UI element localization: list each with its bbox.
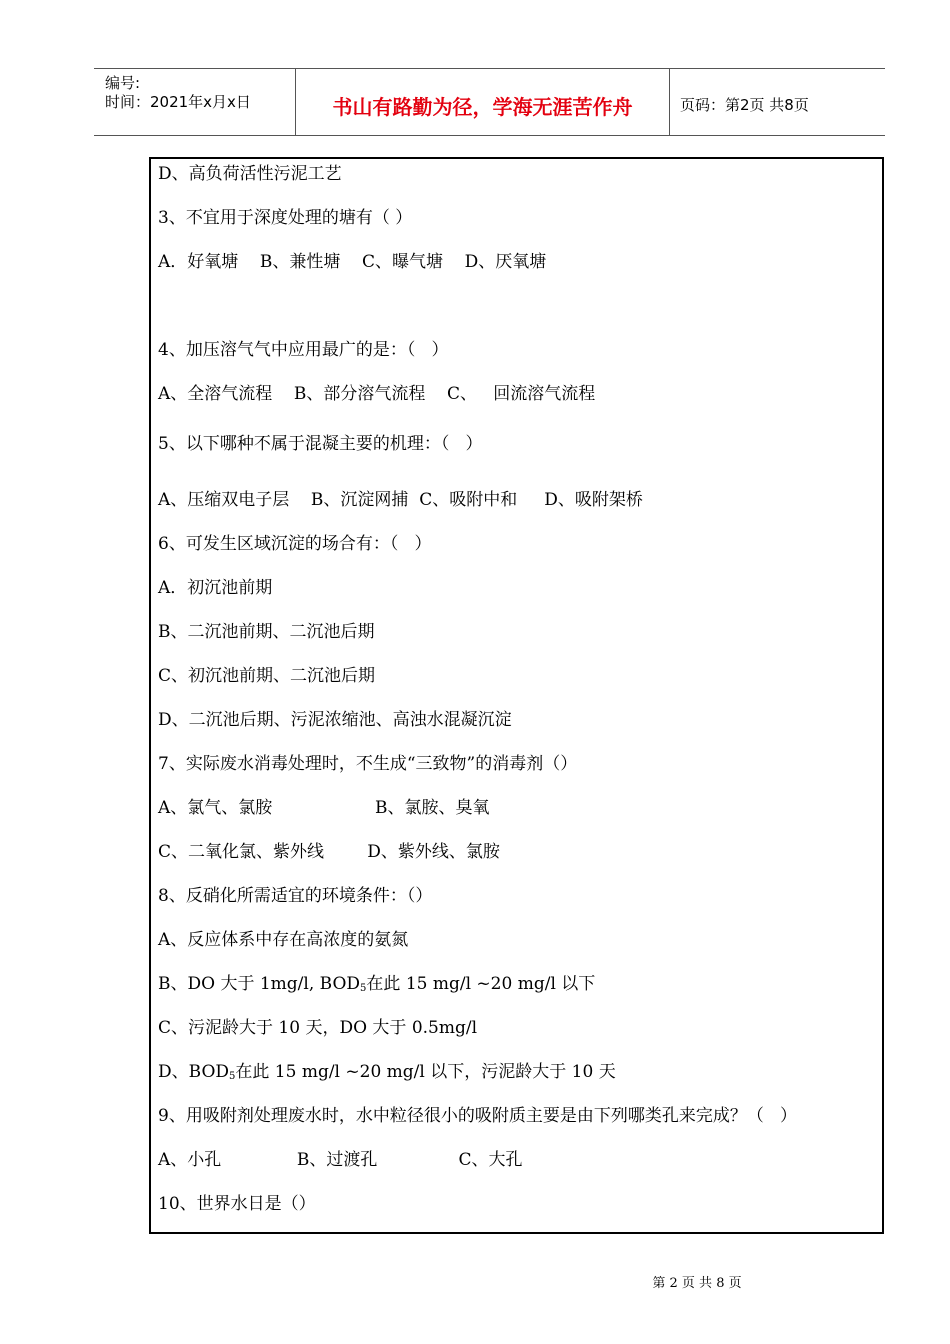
document-date-label: 时间：2021年x月x日 (105, 93, 251, 111)
question-line: 7、实际废水消毒处理时，不生成“三致物”的消毒剂（） (158, 754, 578, 774)
question-line: C、污泥龄大于 10 天，DO 大于 0.5mg/l (158, 1018, 478, 1038)
motto-text: 书山有路勤为径，学海无涯苦作舟 (332, 95, 633, 119)
question-line: A、压缩双电子层 B、沉淀网捕 C、吸附中和 D、吸附架桥 (158, 490, 643, 510)
subscript: 5 (360, 983, 367, 994)
question-line: 8、反硝化所需适宜的环境条件：（） (158, 886, 433, 906)
question-line: 5、以下哪种不属于混凝主要的机理：（ ） (158, 434, 483, 454)
line-text: D、BOD (158, 1062, 230, 1082)
document-number-label: 编号: (105, 74, 141, 92)
question-line: 6、可发生区域沉淀的场合有：（ ） (158, 534, 432, 554)
question-line: C、初沉池前期、二沉池后期 (158, 666, 376, 686)
question-line: A．初沉池前期 (158, 578, 273, 598)
question-line: D、二沉池后期、污泥浓缩池、高浊水混凝沉淀 (158, 710, 512, 730)
question-line: 4、加压溶气气中应用最广的是：（ ） (158, 340, 449, 360)
subscript: 5 (229, 1071, 236, 1082)
question-line: A、反应体系中存在高浓度的氨氮 (158, 930, 409, 950)
line-text: B、DO 大于 1mg/l, BOD (158, 974, 361, 994)
line-text: 在此 15 mg/l ~20 mg/l 以下，污泥龄大于 10 天 (235, 1062, 616, 1082)
question-line: 10、世界水日是（） (158, 1194, 316, 1214)
question-line: A、全溶气流程 B、部分溶气流程 C、 回流溶气流程 (158, 384, 596, 404)
header-meta-cell (94, 69, 296, 135)
question-line: 3、不宜用于深度处理的塘有（ ） (158, 208, 413, 228)
question-line-with-subscript (158, 973, 595, 995)
header-page-cell (670, 69, 885, 135)
line-text: 在此 15 mg/l ~20 mg/l 以下 (366, 974, 596, 994)
footer-page-number: 第 2 页 共 8 页 (652, 1276, 742, 1291)
question-line-with-subscript (158, 1061, 616, 1083)
question-line: D、高负荷活性污泥工艺 (158, 164, 342, 184)
page-footer (0, 1272, 950, 1291)
page-info: 页码：第2页 共8页 (680, 96, 809, 114)
page-header (94, 68, 885, 136)
question-line: A．好氧塘 B、兼性塘 C、曝气塘 D、厌氧塘 (158, 252, 547, 272)
question-line: 9、用吸附剂处理废水时，水中粒径很小的吸附质主要是由下列哪类孔来完成？（ ） (158, 1106, 798, 1126)
header-motto-cell (296, 69, 670, 135)
question-line: C、二氧化氯、紫外线 D、紫外线、氯胺 (158, 842, 500, 862)
question-line: A、氯气、氯胺 B、氯胺、臭氧 (158, 798, 490, 818)
question-line: A、小孔 B、过渡孔 C、大孔 (158, 1150, 523, 1170)
question-line: B、二沉池前期、二沉池后期 (158, 622, 375, 642)
